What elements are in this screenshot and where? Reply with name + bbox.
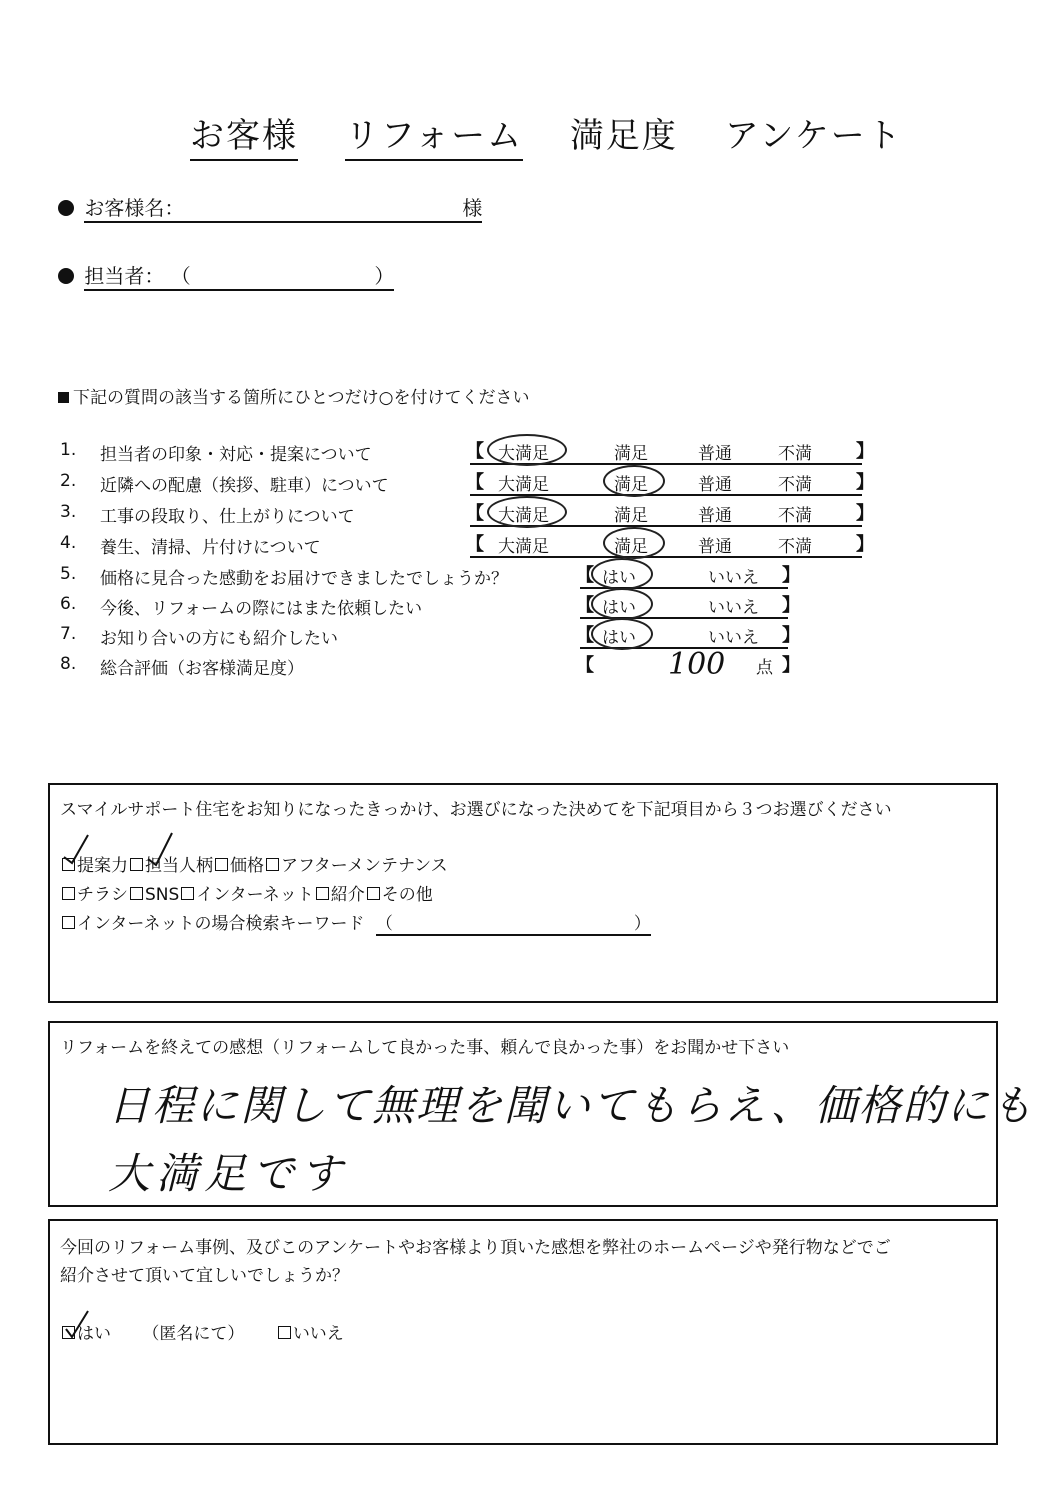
option-sns: SNS [145,885,180,905]
score-unit: 点 [756,658,773,678]
answer-option[interactable]: 不満 [778,537,812,557]
bullet-icon [58,268,74,284]
answer-options [576,563,800,589]
selected-circle-mark [591,588,653,620]
checkbox-keyword[interactable] [62,916,75,929]
customer-name-suffix: 様 [462,196,483,220]
bracket-open: 【 [576,595,594,616]
question-number: 5. [60,564,77,584]
selected-circle-mark [591,558,653,590]
selected-circle-mark [487,496,567,528]
option-other: その他 [381,885,433,905]
question-number: 2. [60,471,77,491]
customer-name-field [58,192,482,223]
keyword-input[interactable] [376,909,651,936]
answer-option[interactable]: はい [602,628,636,648]
answer-option[interactable]: いいえ [708,628,759,648]
survey-title [190,108,937,161]
title-part2: リフォーム [345,108,523,161]
staff-open: （ [170,264,191,288]
permission-line1: 今回のリフォーム事例、及びこのアンケートやお客様より頂いた感想を弊社のホームページや発行物などでご [60,1238,891,1258]
selected-circle-mark [603,465,665,497]
staff-close: ） [374,264,395,288]
title-part4: アンケート [724,116,903,156]
answer-options [576,623,800,649]
answer-option[interactable]: はい [602,598,636,618]
question-text: 今後、リフォームの際にはまた依頼したい [100,599,423,619]
question-text: 養生、清掃、片付けについて [100,538,321,558]
option-aftercare: アフターメンテナンス [281,856,448,876]
trigger-heading: スマイルサポート住宅をお知りになったきっかけ、お選びになった決めてを下記項目から３つお選びください [60,800,892,820]
answer-option[interactable]: 満足 [614,475,648,495]
bracket-open: 【 [576,655,594,676]
instruction [58,383,530,408]
customer-name-label: お客様名： [84,196,185,220]
question-number: 1. [60,440,77,460]
bracket-close: 】 [782,565,800,586]
trigger-row2 [60,880,433,905]
answer-options [466,532,874,558]
question-number: 4. [60,533,77,553]
answer-option[interactable]: 普通 [698,506,732,526]
answer-options [466,501,874,527]
answer-option[interactable]: いいえ [708,568,759,588]
bracket-close: 】 [782,655,800,676]
answer-option[interactable]: 大満足 [498,537,549,557]
question-text: 工事の段取り、仕上がりについて [100,507,355,527]
staff-label: 担当者： [84,264,165,288]
bracket-open: 【 [466,441,484,462]
bracket-open: 【 [576,625,594,646]
bracket-close: 】 [856,472,874,493]
option-flyer: チラシ [77,885,128,905]
impressions-line1: 日程に関して無理を聞いてもらえ、価格的にも [108,1081,1035,1130]
answer-option[interactable]: 普通 [698,444,732,464]
checkbox-flyer[interactable] [62,887,75,900]
impressions-heading: リフォームを終えての感想（リフォームして良かった事、頼んで良かった事）をお聞かせ下さい [60,1038,790,1058]
keyword-label: インターネットの場合検索キーワード [77,914,365,934]
answer-option[interactable]: 満足 [614,537,648,557]
impressions-box [48,1021,1035,1207]
answer-option[interactable]: 不満 [778,444,812,464]
title-part1: お客様 [190,108,298,161]
keyword-close: ） [633,914,651,934]
permission-line2: 紹介させて頂いて宜しいでしょうか？ [60,1266,349,1286]
answer-option[interactable]: 満足 [614,506,648,526]
answer-option[interactable]: 普通 [698,537,732,557]
answer-option[interactable]: 不満 [778,506,812,526]
checkbox-aftercare[interactable] [266,858,279,871]
answer-option[interactable]: はい [602,568,636,588]
permission-box [48,1219,998,1445]
question-text: 総合評価（お客様満足度） [100,659,304,679]
instruction-text: 下記の質問の該当する箇所にひとつだけ○を付けてください [73,388,530,408]
answer-option[interactable]: 普通 [698,475,732,495]
option-referral: 紹介 [330,885,365,905]
bracket-close: 】 [782,595,800,616]
keyword-open: （ [375,914,393,934]
selected-circle-mark [487,434,567,466]
checkbox-price[interactable] [215,858,228,871]
answer-options [466,439,874,465]
question-number: 3. [60,502,77,522]
option-staff-personality: 担当人柄 [145,856,213,876]
bracket-close: 】 [856,503,874,524]
handwritten-checkmarks [58,829,178,869]
checkbox-permission-no[interactable] [278,1326,291,1339]
bracket-close: 】 [856,534,874,555]
option-price: 価格 [230,856,264,876]
selected-circle-mark [591,618,653,650]
bracket-close: 】 [856,441,874,462]
bracket-open: 【 [466,472,484,493]
bracket-open: 【 [466,503,484,524]
bracket-open: 【 [466,534,484,555]
bracket-close: 】 [782,625,800,646]
permission-options [60,1319,344,1344]
handwritten-checkmark [60,1307,100,1343]
answer-option[interactable]: 大満足 [498,475,549,495]
trigger-keyword [60,909,651,936]
impressions-line2: 大満足です [108,1149,349,1198]
trigger-box [48,783,998,1003]
checkbox-sns[interactable] [130,887,143,900]
square-bullet-icon [58,392,69,403]
title-part3: 満足度 [569,116,678,156]
option-internet: インターネット [196,885,314,905]
permission-no: いいえ [292,1324,344,1344]
answer-options [576,647,800,682]
overall-score: 100 [668,647,726,682]
checkbox-other[interactable] [367,887,380,900]
staff-field [58,260,394,291]
question-number: 8. [60,654,77,674]
option-proposal: 提案力 [77,856,128,876]
permission-yes: はい [77,1324,111,1344]
checkbox-referral[interactable] [316,887,329,900]
answer-option[interactable]: 大満足 [498,506,549,526]
answer-option[interactable]: 不満 [778,475,812,495]
checkbox-internet[interactable] [181,887,194,900]
bracket-open: 【 [576,565,594,586]
question-text: お知り合いの方にも紹介したい [100,629,338,649]
question-number: 7. [60,624,77,644]
answer-option[interactable]: 満足 [614,444,648,464]
question-text: 価格に見合った感動をお届けできましたでしょうか？ [100,569,508,589]
answer-options [576,593,800,619]
answer-option[interactable]: いいえ [708,598,759,618]
question-number: 6. [60,594,77,614]
answer-option[interactable]: 大満足 [498,444,549,464]
permission-anonymous: （匿名にて） [142,1324,245,1344]
question-text: 近隣への配慮（挨拶、駐車）について [100,476,389,496]
selected-circle-mark [603,527,665,559]
question-text: 担当者の印象・対応・提案について [100,445,372,465]
answer-options [466,470,874,496]
bullet-icon [58,200,74,216]
